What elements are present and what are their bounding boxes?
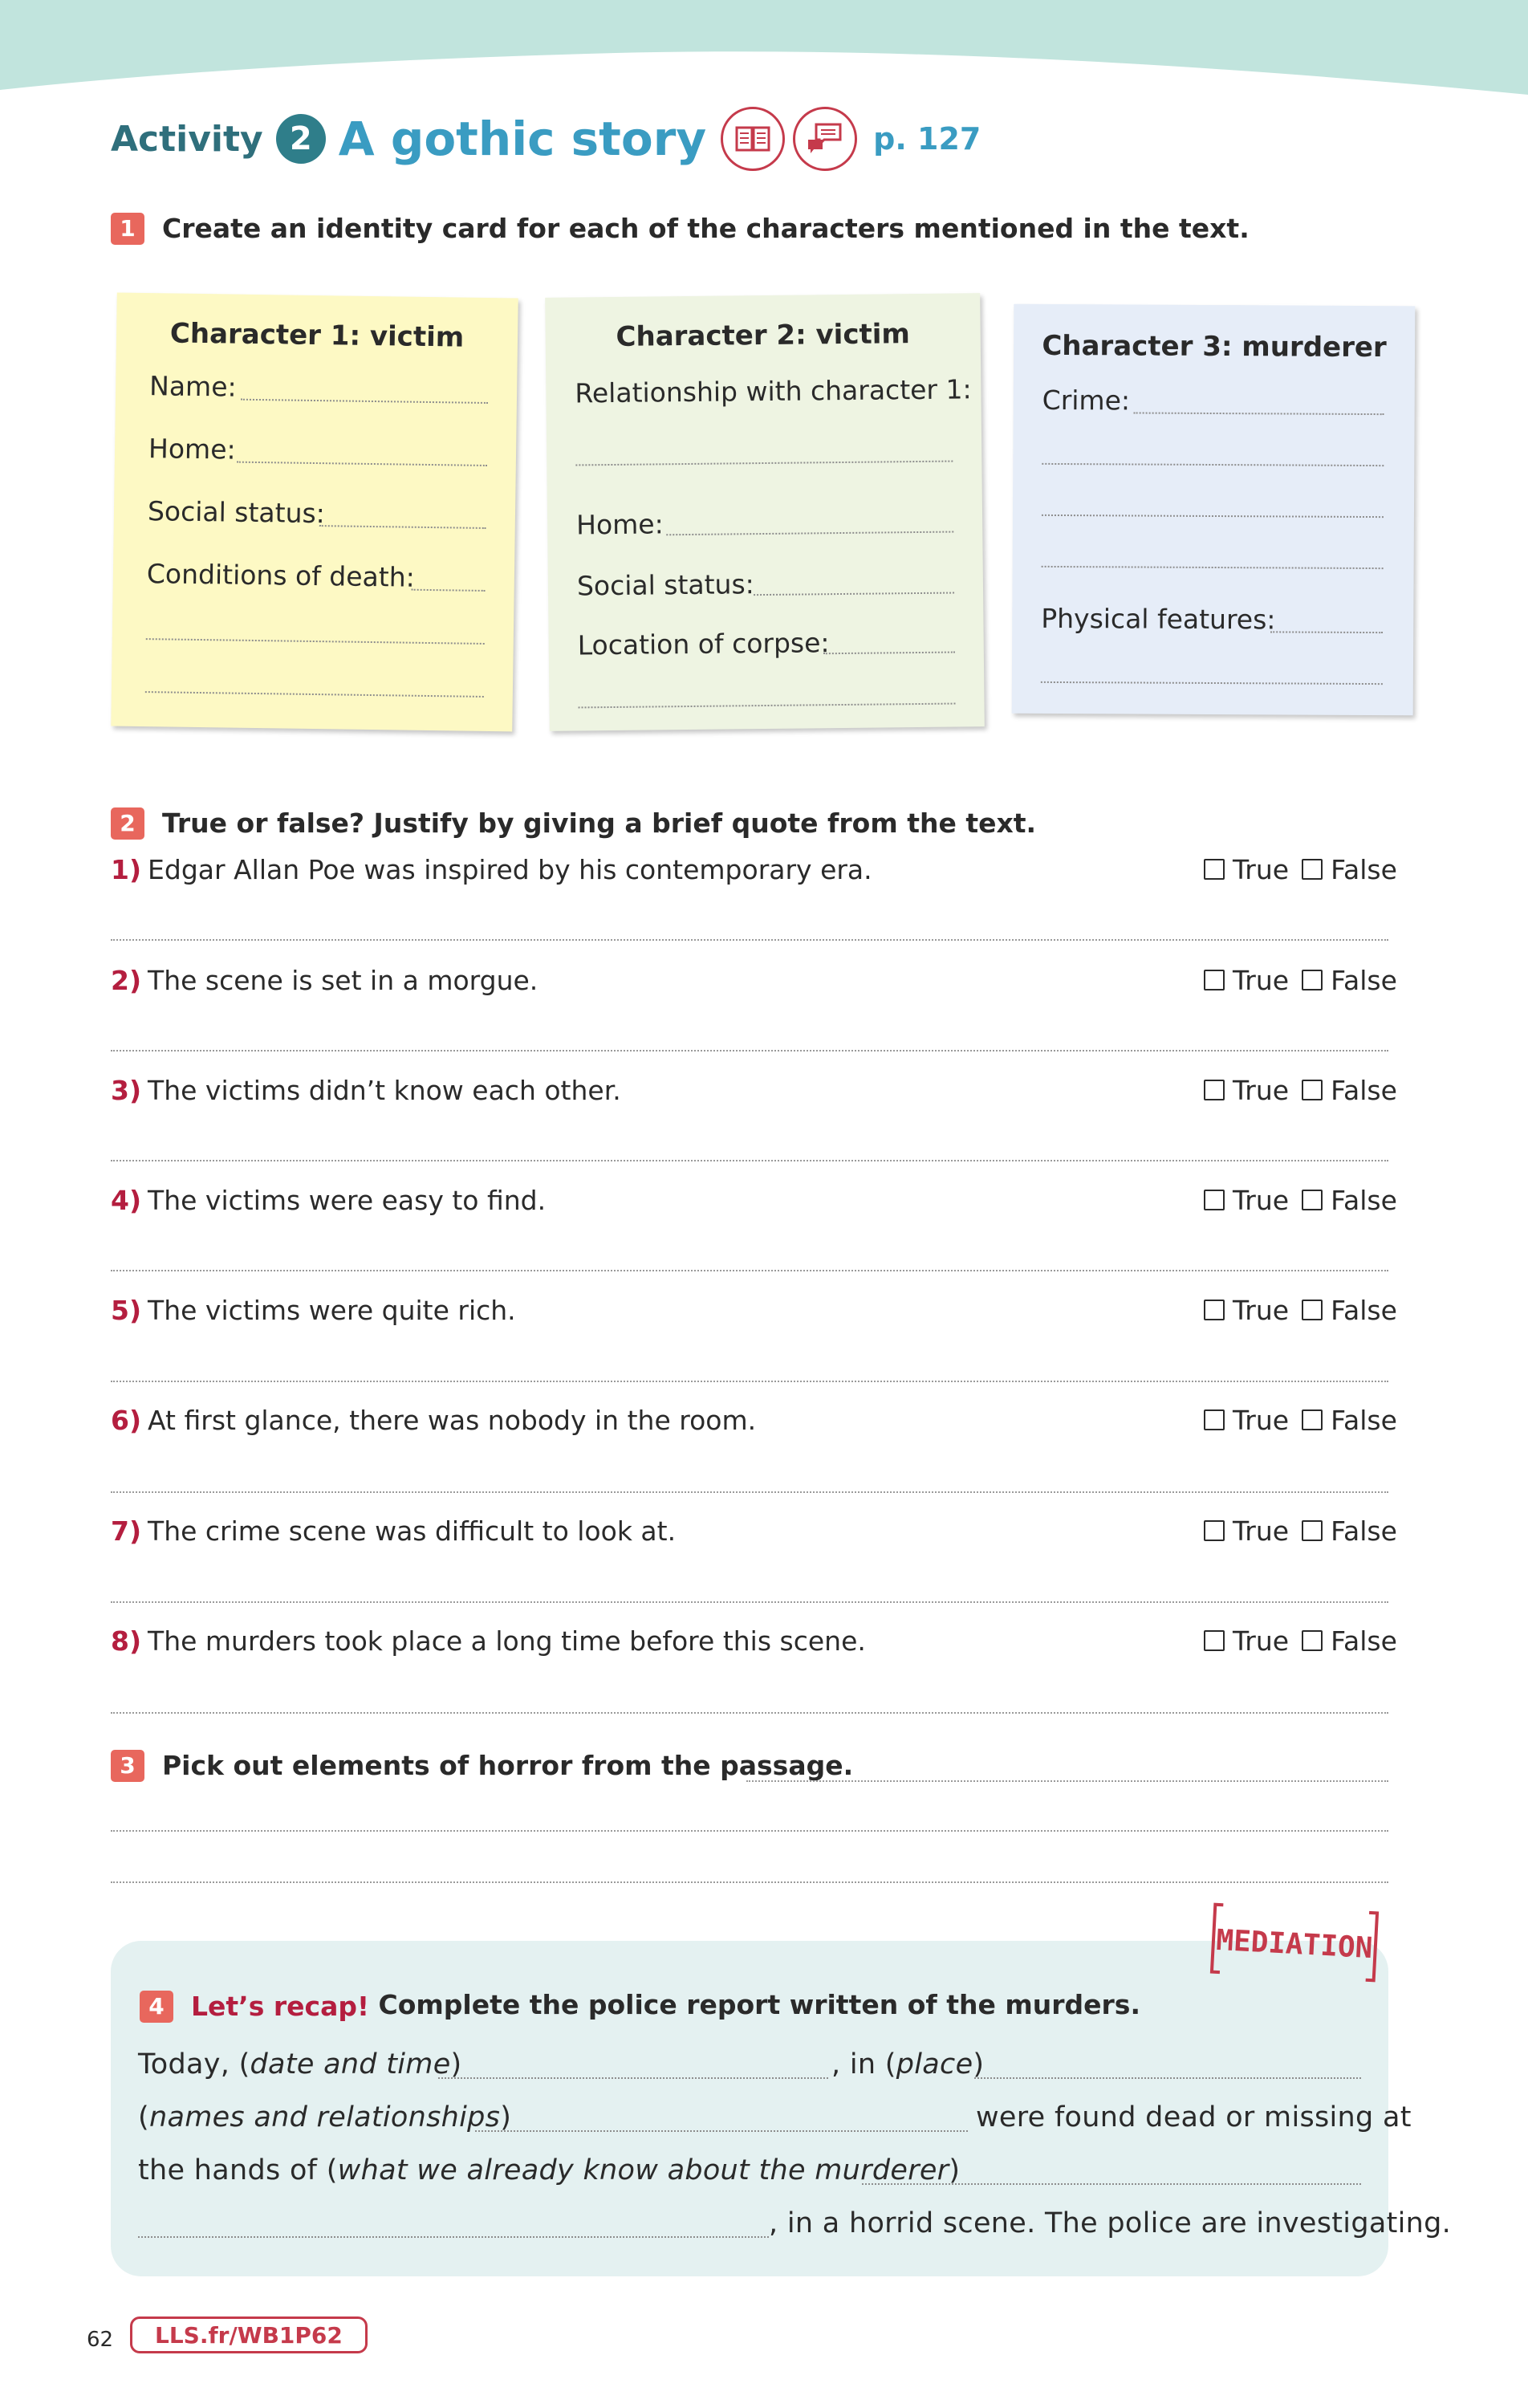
mediation-label: MEDIATION [1215,1923,1374,1966]
true-false-options [1204,1075,1397,1106]
false-label: False [1331,1405,1397,1436]
card-1-title: Character 1: victim [169,317,465,354]
false-checkbox[interactable] [1302,1630,1323,1651]
card-2-location-line[interactable] [823,652,955,655]
question-number: 3) [111,1075,142,1106]
question-number: 2) [111,965,142,996]
card-2-relationship-label: Relationship with character 1: [575,373,972,409]
true-checkbox[interactable] [1204,1190,1225,1210]
identity-card-2 [545,293,985,731]
page-title: A gothic story [338,112,707,166]
true-label: True [1233,854,1290,885]
true-label: True [1233,1295,1290,1326]
card-3-crime-line[interactable] [1042,463,1384,466]
answer-line[interactable] [111,1160,1388,1161]
true-label: True [1233,1405,1290,1436]
question-5 [111,1295,516,1326]
false-checkbox[interactable] [1302,1080,1323,1100]
question-text: The scene is set in a morgue. [148,965,538,996]
exercise-3-answer-line[interactable] [111,1881,1388,1883]
card-2-location-label: Location of corpse: [577,627,830,661]
answer-line[interactable] [111,1381,1388,1382]
date-time-line[interactable] [438,2077,828,2079]
report-line-2-end: were found dead or missing at [976,2101,1412,2133]
question-number: 1) [111,854,142,885]
exercise-3-number: 3 [111,1750,144,1782]
answer-line[interactable] [111,1601,1388,1603]
answer-line[interactable] [111,939,1388,941]
exercise-1-text: Create an identity card for each of the characters mentioned in the text. [162,213,1250,244]
activity-label: Activity [111,118,263,160]
true-false-options [1204,1625,1397,1657]
report-line-1-place: , in (place) [831,2048,985,2081]
false-label: False [1331,1625,1397,1657]
exercise-3-instruction [111,1748,853,1782]
card-1-social-status-label: Social status: [147,495,326,530]
exercise-1-instruction [111,211,1250,245]
card-1-home-line[interactable] [237,462,487,466]
card-2-title: Character 2: victim [616,318,911,353]
true-false-options [1204,965,1397,996]
true-checkbox[interactable] [1204,1080,1225,1100]
report-extra-line[interactable] [138,2236,769,2238]
true-checkbox[interactable] [1204,1630,1225,1651]
question-text: The crime scene was difficult to look at. [148,1515,677,1547]
false-checkbox[interactable] [1302,1300,1323,1320]
report-line-1-start: Today, (date and time) [138,2048,462,2081]
exercise-2-text: True or false? Justify by giving a brief quote from the text. [162,807,1037,839]
card-1-conditions-label: Conditions of death: [146,558,416,593]
false-label: False [1331,854,1397,885]
card-1-extra-line[interactable] [145,691,484,698]
question-2 [111,965,538,996]
true-label: True [1233,1075,1290,1106]
question-number: 7) [111,1515,142,1547]
place-line[interactable] [974,2077,1361,2079]
false-label: False [1331,965,1397,996]
question-6 [111,1405,756,1436]
question-7 [111,1515,676,1547]
card-3-crime-label: Crime: [1042,384,1131,417]
false-checkbox[interactable] [1302,859,1323,880]
true-checkbox[interactable] [1204,1409,1225,1430]
card-2-extra-line[interactable] [579,703,956,709]
question-number: 5) [111,1295,142,1326]
question-number: 8) [111,1625,142,1657]
card-1-home-label: Home: [148,433,236,466]
resource-link[interactable]: LLS.fr/WB1P62 [130,2316,368,2353]
card-1-social-status-line[interactable] [319,525,486,529]
page-reference: p. 127 [873,121,981,157]
true-false-options [1204,1515,1397,1547]
exercise-2-number: 2 [111,807,144,840]
true-false-options [1204,854,1397,885]
true-label: True [1233,1185,1290,1216]
true-checkbox[interactable] [1204,1520,1225,1541]
exercise-3-text: Pick out elements of horror from the passage. [162,1750,854,1781]
question-4 [111,1185,546,1216]
activity-header [111,103,981,175]
false-checkbox[interactable] [1302,970,1323,990]
question-text: The murders took place a long time before this scene. [148,1625,866,1657]
card-3-crime-line[interactable] [1134,412,1384,415]
false-label: False [1331,1075,1397,1106]
true-false-options [1204,1405,1397,1436]
murderer-line[interactable] [862,2183,1361,2185]
card-2-home-line[interactable] [666,531,953,536]
false-checkbox[interactable] [1302,1409,1323,1430]
false-label: False [1331,1295,1397,1326]
card-3-title: Character 3: murderer [1042,329,1387,364]
answer-line[interactable] [111,1712,1388,1714]
exercise-1-number: 1 [111,213,144,245]
false-label: False [1331,1515,1397,1547]
question-text: The victims were easy to find. [148,1185,547,1216]
speech-bubbles-icon [793,107,857,171]
exercise-4-text: Complete the police report written of the murders. [378,1989,1140,2020]
question-text: The victims were quite rich. [148,1295,516,1326]
card-1-extra-line[interactable] [146,638,485,645]
question-text: Edgar Allan Poe was inspired by his contemporary era. [148,854,872,885]
open-book-icon [721,107,785,171]
card-1-name-line[interactable] [241,399,488,404]
answer-line[interactable] [111,1050,1388,1051]
true-checkbox[interactable] [1204,970,1225,990]
card-2-social-status-line[interactable] [754,592,954,596]
true-false-options [1204,1185,1397,1216]
top-banner [0,0,1528,104]
exercise-3-answer-line[interactable] [746,1780,1388,1782]
true-false-options [1204,1295,1397,1326]
page-number: 62 [87,2328,114,2352]
card-1-name-label: Name: [148,370,237,403]
card-3-physical-features-label: Physical features: [1041,602,1276,636]
false-checkbox[interactable] [1302,1190,1323,1210]
mediation-badge [1209,1902,1381,1984]
card-3-crime-line[interactable] [1042,515,1384,518]
card-2-home-label: Home: [575,508,664,541]
identity-card-1 [111,293,518,732]
exercise-4-instruction [140,1989,1140,2023]
card-2-relationship-line[interactable] [575,461,953,466]
question-text: The victims didn’t know each other. [148,1075,621,1106]
question-number: 4) [111,1185,142,1216]
false-label: False [1331,1185,1397,1216]
identity-card-3 [1012,304,1416,716]
exercise-4-number: 4 [140,1991,173,2023]
false-checkbox[interactable] [1302,1520,1323,1541]
exercise-3-answer-line[interactable] [111,1830,1388,1832]
report-line-3: the hands of (what we already know about the murderer) [138,2154,961,2186]
card-2-social-status-label: Social status: [576,568,755,602]
question-8 [111,1625,866,1657]
exercise-2-instruction [111,806,1036,840]
answer-line[interactable] [111,1491,1388,1493]
exercise-4-lead: Let’s recap! [191,1991,370,2022]
card-3-crime-line[interactable] [1042,566,1384,569]
report-line-2-start: (names and relationships) [138,2101,512,2133]
card-3-physical-features-line[interactable] [1270,631,1383,633]
true-checkbox[interactable] [1204,1300,1225,1320]
question-3 [111,1075,621,1106]
question-1 [111,854,872,885]
question-number: 6) [111,1405,142,1436]
answer-line[interactable] [111,1270,1388,1271]
report-line-4-end: , in a horrid scene. The police are investigating. [769,2207,1452,2239]
names-relationships-line[interactable] [475,2130,968,2132]
true-label: True [1233,965,1290,996]
true-label: True [1233,1625,1290,1657]
true-label: True [1233,1515,1290,1547]
question-text: At first glance, there was nobody in the room. [148,1405,757,1436]
card-3-physical-features-line[interactable] [1041,681,1383,685]
card-1-conditions-line[interactable] [412,589,486,592]
true-checkbox[interactable] [1204,859,1225,880]
activity-number-badge: 2 [276,114,326,164]
